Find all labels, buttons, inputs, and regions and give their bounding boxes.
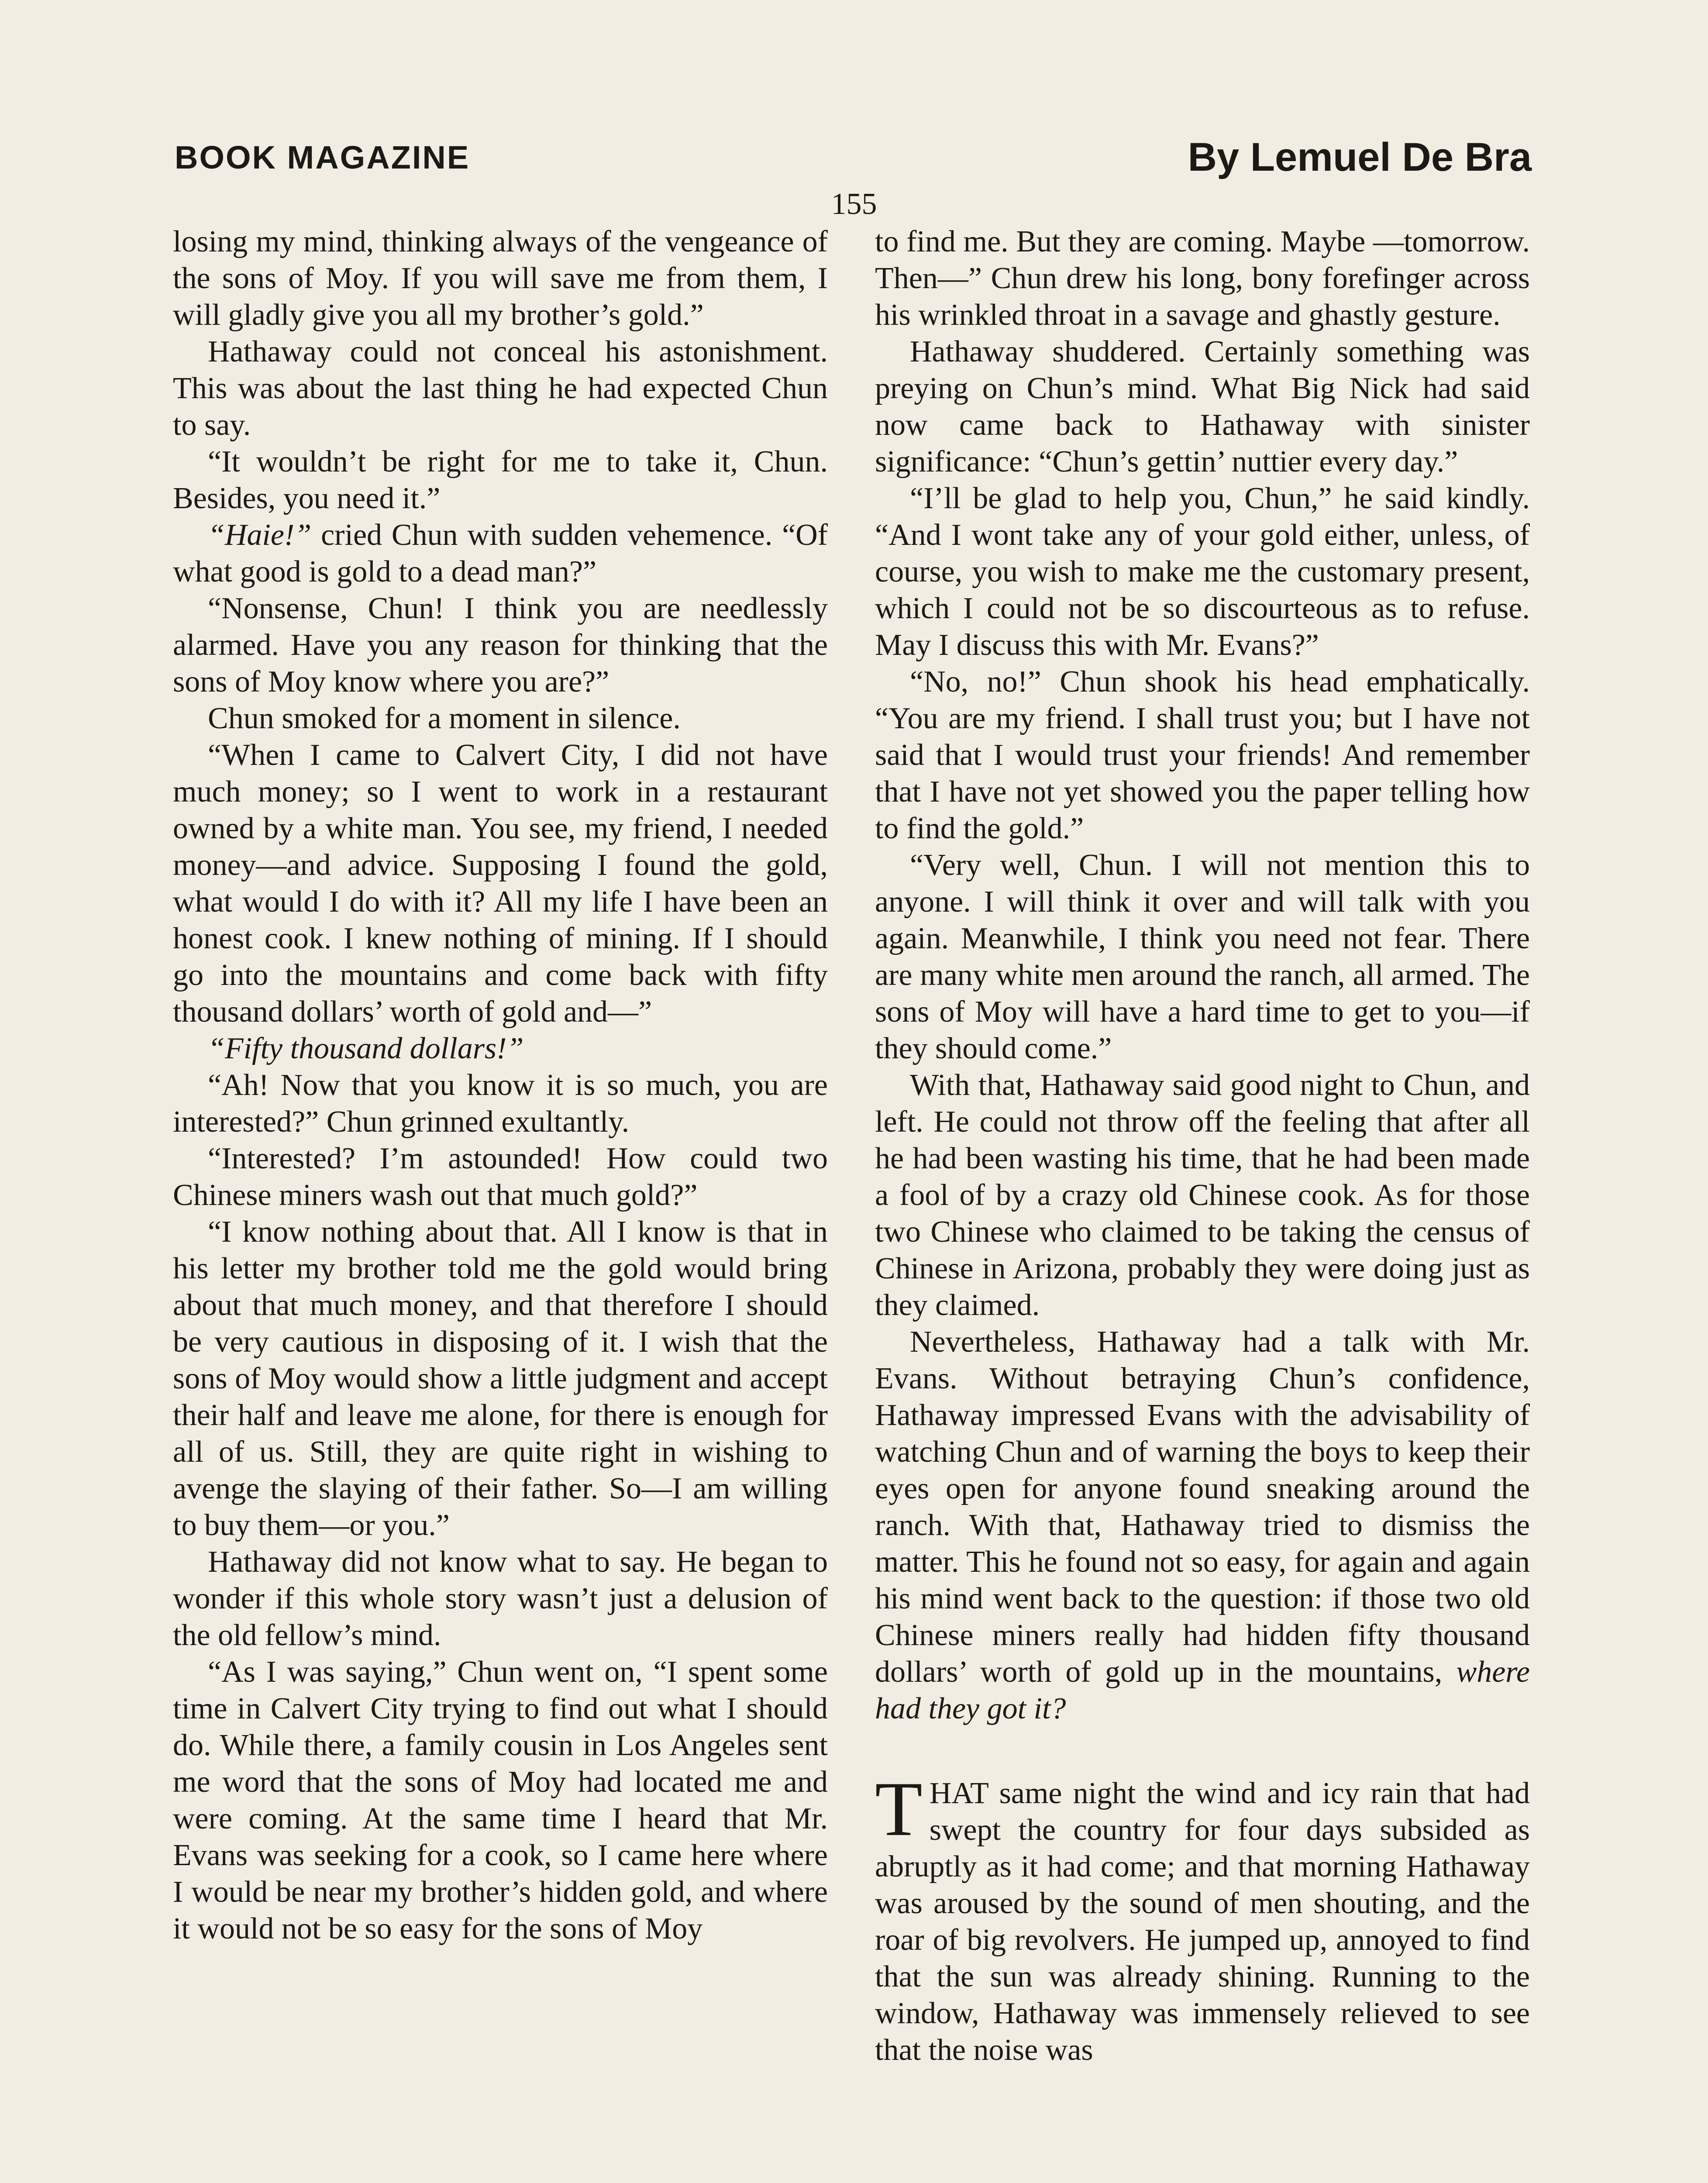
left-column — [173, 224, 828, 1947]
paragraph: Chun smoked for a moment in silence. — [208, 702, 681, 735]
italic-exclamation: “Haie!” — [208, 518, 312, 552]
paragraph — [875, 1324, 1530, 1727]
paragraph: “Very well, Chun. I will not mention this to anyone. I will think it over and will talk with you again. Meanwhile, I think you need not fear. There are many white men around the ranch, all armed. The sons of Moy will have a hard time to get to you—if they should come.” — [875, 848, 1530, 1065]
paragraph-text: Nevertheless, Hathaway had a talk with Mr. Evans. Without betraying Chun’s confidence, Hathaway impressed Evans with the advisability of watching Chun and of warning the boys to keep their eyes open for anyone found sneaking around the ranch. With that, Hathaway tried to dismiss the matter. This he found not so easy, for again and again his mind went back to the question: if those two old Chinese miners really had hidden fifty thousand dollars’ worth of gold up in the mountains, — [875, 1325, 1530, 1689]
paragraph-text: cried Chun with sudden vehemence. “Of what good is gold to a dead man?” — [173, 518, 828, 589]
paragraph: “Interested? I’m astounded! How could two Chinese miners wash out that much gold?” — [173, 1142, 828, 1212]
author-byline: By Lemuel De Bra — [1188, 135, 1532, 179]
magazine-title: BOOK MAGAZINE — [175, 139, 470, 176]
paragraph: “It wouldn’t be right for me to take it, Chun. Besides, you need it.” — [173, 445, 828, 515]
paragraph: Hathaway shuddered. Certainly something was preying on Chun’s mind. What Big Nick had said now came back to Hathaway with sinister significance: “Chun’s gettin’ nuttier every day.” — [875, 335, 1530, 479]
right-column — [875, 224, 1530, 2069]
paragraph — [173, 1030, 828, 1067]
paragraph: “As I was saying,” Chun went on, “I spent some time in Calvert City trying to find out what I should do. While there, a family cousin in Los Angeles sent me word that the sons of Moy had located me and were coming. At the same time I heard that Mr. Evans was seeking for a cook, so I came here where I would be near my brother’s hidden gold, and where it would not be so easy for the sons of Moy — [173, 1655, 828, 1945]
drop-cap: T — [875, 1766, 923, 1852]
italic-exclamation: “Fifty thousand dollars!” — [208, 1032, 524, 1065]
paragraph: to find me. But they are coming. Maybe —tomorrow. Then—” Chun drew his long, bony forefinger across his wrinkled throat in a savage and ghastly gesture. — [875, 225, 1530, 332]
paragraph: With that, Hathaway said good night to Chun, and left. He could not throw off the feeling that after all he had been wasting his time, that he had been made a fool of by a crazy old Chinese cook. As for those two Chinese who claimed to be taking the census of Chinese in Arizona, probably they were doing just as they claimed. — [875, 1068, 1530, 1322]
paragraph: Hathaway did not know what to say. He began to wonder if this whole story wasn’t just a delusion of the old fellow’s mind. — [173, 1545, 828, 1652]
paragraph: Hathaway could not conceal his astonishment. This was about the last thing he had expected Chun to say. — [173, 335, 828, 442]
paragraph: “Nonsense, Chun! I think you are needlessly alarmed. Have you any reason for thinking that the sons of Moy know where you are?” — [173, 592, 828, 699]
italic-question: where had they got it? — [875, 1655, 1530, 1725]
paragraph: “No, no!” Chun shook his head emphatically. “You are my friend. I shall trust you; but I have not said that I would trust your friends! And remember that I have not yet showed you the paper telling how to find the gold.” — [875, 665, 1530, 845]
paragraph — [173, 517, 828, 590]
paragraph: “When I came to Calvert City, I did not have much money; so I went to work in a restaurant owned by a white man. You see, my friend, I needed money—and advice. Supposing I found the gold, what would I do with it? All my life I have been an honest cook. I knew nothing of mining. If I should go into the mountains and come back with fifty thousand dollars’ worth of gold and—” — [173, 738, 828, 1029]
paragraph: “I know nothing about that. All I know is that in his letter my brother told me the gold would bring about that much money, and that therefore I should be very cautious in disposing of it. I wish that the sons of Moy would show a little judgment and accept their half and leave me alone, for there is enough for all of us. Still, they are quite right in wishing to avenge the slaying of their father. So—I am willing to buy them—or you.” — [173, 1215, 828, 1542]
paragraph: “Ah! Now that you know it is so much, you are interested?” Chun grinned exultantly. — [173, 1068, 828, 1139]
section-lead-word: HAT — [929, 1777, 988, 1810]
section-opening-paragraph — [875, 1766, 1530, 2069]
paragraph: “I’ll be glad to help you, Chun,” he said kindly. “And I wont take any of your gold either, unless, of course, you wish to make me the customary present, which I could not be so discourteous as to refuse. May I discuss this with Mr. Evans?” — [875, 482, 1530, 662]
paragraph-text: same night the wind and icy rain that had swept the country for four days subsided as abruptly as it had come; and that morning Hathaway was aroused by the sound of men shouting, and the roar of big revolvers. He jumped up, annoyed to find that the sun was already shining. Running to the window, Hathaway was immensely relieved to see that the noise was — [875, 1777, 1530, 2067]
paragraph: losing my mind, thinking always of the vengeance of the sons of Moy. If you will save me from them, I will gladly give you all my brother’s gold.” — [173, 225, 828, 332]
page-number: 155 — [831, 187, 877, 221]
